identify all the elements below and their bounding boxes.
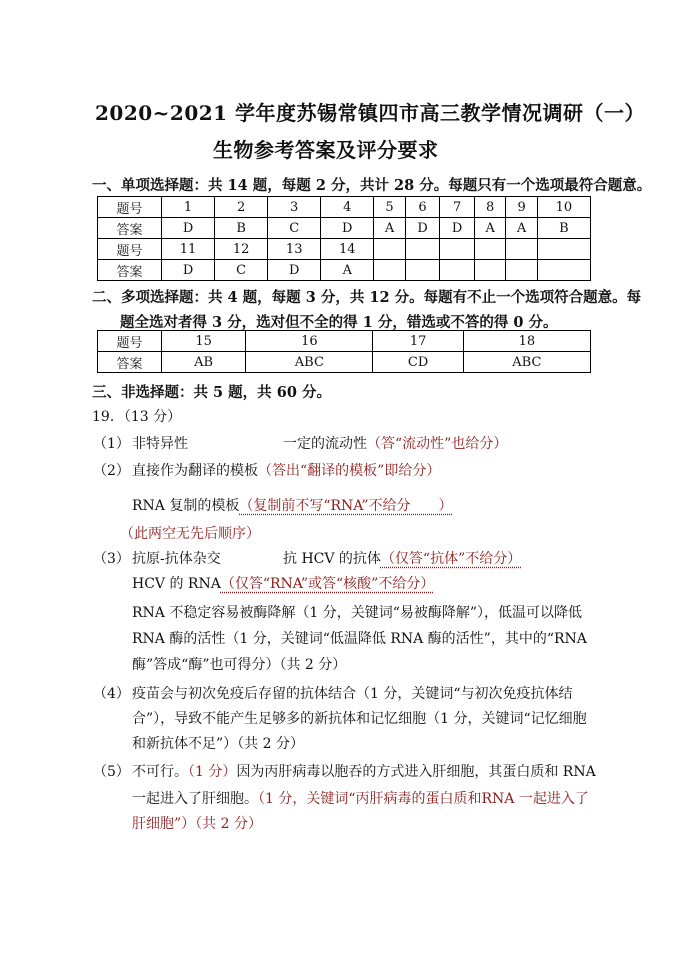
table-cell: AB (162, 352, 246, 373)
single-choice-table (97, 196, 591, 281)
table-cell: C (268, 218, 321, 239)
section1-heading: 一、单项选择题：共 14 题，每题 2 分，共计 28 分。每题只有一个选项最符合题意。 (92, 177, 652, 194)
q19-part5-line3: 肝细胞”）（共 2 分） (132, 816, 262, 832)
table-cell (537, 260, 590, 281)
table-cell (374, 239, 405, 260)
table-cell: 4 (321, 197, 374, 218)
table-cell: D (268, 260, 321, 281)
grading-note: （答出“翻译的模板”即给分） (258, 463, 441, 479)
grading-note: （答“流动性”也给分） (367, 436, 508, 452)
q19-part2-num: （2） (93, 463, 130, 479)
q19-part4-line2: 合”），导致不能产生足够多的新抗体和记忆细胞（1 分，关键词“记忆细胞 (132, 711, 587, 727)
answer-text: 因为丙肝病毒以胞吞的方式进入肝细胞，其蛋白质和 RNA (236, 764, 596, 780)
table-row (98, 218, 591, 239)
table-cell (405, 260, 440, 281)
table-cell: D (440, 218, 475, 239)
table-cell: A (374, 218, 405, 239)
q19-part2-answer-a (132, 460, 440, 480)
q19-part2-answer-b (132, 495, 453, 515)
table-cell: 15 (162, 331, 246, 352)
grading-note: （1 分） (188, 764, 237, 780)
table-cell: 6 (405, 197, 440, 218)
table-cell: 17 (373, 331, 463, 352)
q19-part3-answer-d-line1: RNA 不稳定容易被酶降解（1 分，关键词“易被酶降解”），低温可以降低 (132, 605, 583, 621)
table-cell (537, 239, 590, 260)
table-row (98, 260, 591, 281)
answer-text: HCV 的 RNA (132, 576, 221, 592)
table-cell (474, 239, 505, 260)
table-row (98, 197, 591, 218)
table-cell: 16 (246, 331, 373, 352)
answer-text: 一定的流动性 (283, 436, 367, 452)
q19-part3-answer-c (132, 573, 434, 593)
table-cell: 12 (215, 239, 268, 260)
q19-part3-answer-a: 抗原-抗体杂交 (132, 551, 221, 567)
q19-part5-line1 (132, 761, 596, 781)
q19-part1-answer-b (283, 433, 507, 453)
table-row (98, 239, 591, 260)
doc-title-line1: 2020~2021 学年度苏锡常镇四市高三教学情况调研（一） (95, 101, 646, 125)
table-cell (405, 239, 440, 260)
table-cell: 14 (321, 239, 374, 260)
section3-heading: 三、非选择题：共 5 题，共 60 分。 (92, 384, 331, 401)
table-cell: ABC (246, 352, 373, 373)
table-cell: ABC (463, 352, 590, 373)
answer-text: 一起进入了肝细胞。 (132, 791, 258, 807)
answer-text: 直接作为翻译的模板 (132, 463, 258, 479)
q19-part1-answer-a: 非特异性 (132, 436, 188, 452)
q19-part5-num: （5） (93, 764, 130, 780)
multi-choice-table (97, 330, 591, 373)
table-cell: D (162, 218, 215, 239)
q19-part5-line2 (132, 788, 589, 808)
table-cell: D (321, 218, 374, 239)
table-row (98, 352, 591, 373)
table-cell: 11 (162, 239, 215, 260)
grading-note: （复制前不写“RNA”不给分 ） (239, 498, 453, 514)
q19-part4-line1: 疫苗会与初次免疫后存留的抗体结合（1 分，关键词“与初次免疫抗体结 (132, 686, 573, 702)
q19-part2-order-note: （此两空无先后顺序） (120, 526, 260, 542)
q19-part4-num: （4） (93, 686, 130, 702)
table-cell (506, 260, 537, 281)
row-header-ans: 答案 (98, 352, 162, 373)
table-cell: 1 (162, 197, 215, 218)
grading-note: （仅答“RNA”或答“核酸”不给分） (220, 576, 435, 592)
table-cell: A (506, 218, 537, 239)
grading-note: （仅答“抗体”不给分） (380, 551, 522, 567)
row-header-num: 题号 (98, 239, 162, 260)
table-cell: B (215, 218, 268, 239)
section2-heading-line2: 题全选对者得 3 分，选对但不全的得 1 分，错选或不答的得 0 分。 (120, 314, 558, 331)
table-cell (474, 260, 505, 281)
answer-text: 抗 HCV 的抗体 (283, 551, 381, 567)
table-cell (374, 260, 405, 281)
table-cell: A (321, 260, 374, 281)
table-cell: B (537, 218, 590, 239)
table-cell: 13 (268, 239, 321, 260)
table-cell: 9 (506, 197, 537, 218)
table-cell: 10 (537, 197, 590, 218)
table-cell: 8 (474, 197, 505, 218)
answer-text: 不可行。 (132, 764, 188, 780)
q19-part3-answer-b (283, 548, 521, 568)
q19-label: 19．（13 分） (92, 409, 182, 425)
doc-title-line2: 生物参考答案及评分要求 (213, 138, 439, 162)
row-header-num: 题号 (98, 197, 162, 218)
table-row (98, 331, 591, 352)
grading-note: （1 分，关键词“丙肝病毒的蛋白质和RNA 一起进入了 (258, 791, 589, 807)
table-cell: D (405, 218, 440, 239)
row-header-ans: 答案 (98, 218, 162, 239)
table-cell: 7 (440, 197, 475, 218)
q19-part3-num: （3） (93, 551, 130, 567)
q19-part3-answer-d-line2: RNA 酶的活性（1 分，关键词“低温降低 RNA 酶的活性”，其中的“RNA (132, 631, 587, 647)
q19-part3-answer-d-line3: 酶”答成“酶”也可得分）（共 2 分） (132, 657, 347, 673)
table-cell: A (474, 218, 505, 239)
q19-part4-line3: 和新抗体不足”）（共 2 分） (132, 736, 304, 752)
table-cell: CD (373, 352, 463, 373)
table-cell: 2 (215, 197, 268, 218)
table-cell: 3 (268, 197, 321, 218)
table-cell: 5 (374, 197, 405, 218)
table-cell: 18 (463, 331, 590, 352)
table-cell (506, 239, 537, 260)
answer-text: RNA 复制的模板 (132, 498, 240, 514)
table-cell (440, 239, 475, 260)
table-cell (440, 260, 475, 281)
row-header-ans: 答案 (98, 260, 162, 281)
section2-heading-line1: 二、多项选择题：共 4 题，每题 3 分，共 12 分。每题有不止一个选项符合题意。每 (92, 289, 642, 306)
table-cell: C (215, 260, 268, 281)
table-cell: D (162, 260, 215, 281)
q19-part1-num: （1） (93, 436, 130, 452)
row-header-num: 题号 (98, 331, 162, 352)
